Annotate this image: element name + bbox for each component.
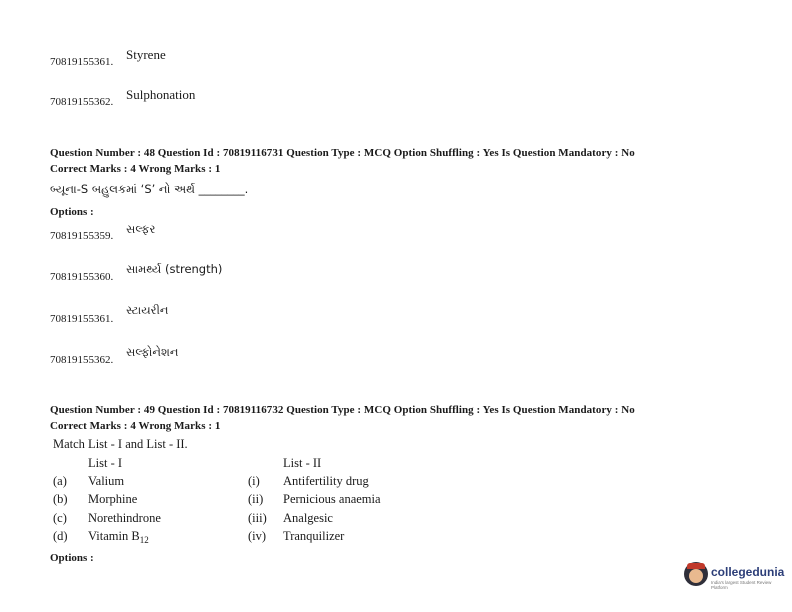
list-1-item: Norethindrone — [88, 511, 161, 525]
list-1-item — [88, 529, 149, 545]
mascot-cap-icon — [687, 563, 705, 569]
logo-tagline: India's largest Student Review Platform — [711, 580, 772, 590]
list-2-header: List - II — [283, 456, 322, 470]
option-text: સ્ટાયરીન — [126, 303, 169, 317]
option-id: 70819155360. — [50, 271, 114, 283]
option-text: સલ્ફોનેશન — [126, 345, 179, 359]
option-text: Sulphonation — [126, 87, 196, 102]
option-text: Styrene — [126, 47, 166, 62]
list-1-item: Valium — [88, 474, 125, 488]
list-2-label: (iv) — [248, 529, 267, 543]
option-id: 70819155361. — [50, 56, 114, 68]
question-49-header: Question Number : 49 Question Id : 70819116732 Question Type : MCQ Option Shuffling : Yes Is Question Mandatory : No — [50, 404, 635, 416]
question-49-text: Match List - I and List - II. — [53, 437, 188, 451]
option-id: 70819155361. — [50, 313, 114, 325]
list-1-label: (d) — [53, 529, 68, 543]
option-text: સામર્થ્ય (strength) — [126, 262, 223, 276]
collegedunia-logo — [684, 560, 784, 592]
list-2-item: Antifertility drug — [283, 474, 369, 488]
list-2-item: Pernicious anaemia — [283, 492, 381, 506]
question-49-options-label: Options : — [50, 552, 94, 564]
question-49-marks: Correct Marks : 4 Wrong Marks : 1 — [50, 420, 221, 432]
vitamin-name: Vitamin B — [88, 529, 140, 543]
mascot-face-icon — [689, 569, 703, 583]
list-1-label: (a) — [53, 474, 67, 488]
list-1-label: (b) — [53, 492, 68, 506]
list-1-item: Morphine — [88, 492, 138, 506]
option-id: 70819155359. — [50, 230, 114, 242]
vitamin-subscript: 12 — [139, 535, 149, 545]
question-48-marks: Correct Marks : 4 Wrong Marks : 1 — [50, 163, 221, 175]
list-1-header: List - I — [88, 456, 123, 470]
list-2-item: Analgesic — [283, 511, 333, 525]
list-2-label: (ii) — [248, 492, 264, 506]
list-2-label: (iii) — [248, 511, 267, 525]
option-text: સલ્ફર — [126, 222, 156, 236]
option-id: 70819155362. — [50, 354, 114, 366]
question-48-text: બ્યૂના-S બહુલકમાં ‘S’ નો અર્થ ________. — [50, 182, 249, 196]
list-2-item: Tranquilizer — [283, 529, 345, 543]
list-1-label: (c) — [53, 511, 67, 525]
option-id: 70819155362. — [50, 96, 114, 108]
logo-name: collegedunia — [711, 565, 785, 579]
question-48-header: Question Number : 48 Question Id : 70819116731 Question Type : MCQ Option Shuffling : Yes Is Question Mandatory : No — [50, 147, 635, 159]
list-2-label: (i) — [248, 474, 260, 488]
question-48-options-label: Options : — [50, 206, 94, 218]
